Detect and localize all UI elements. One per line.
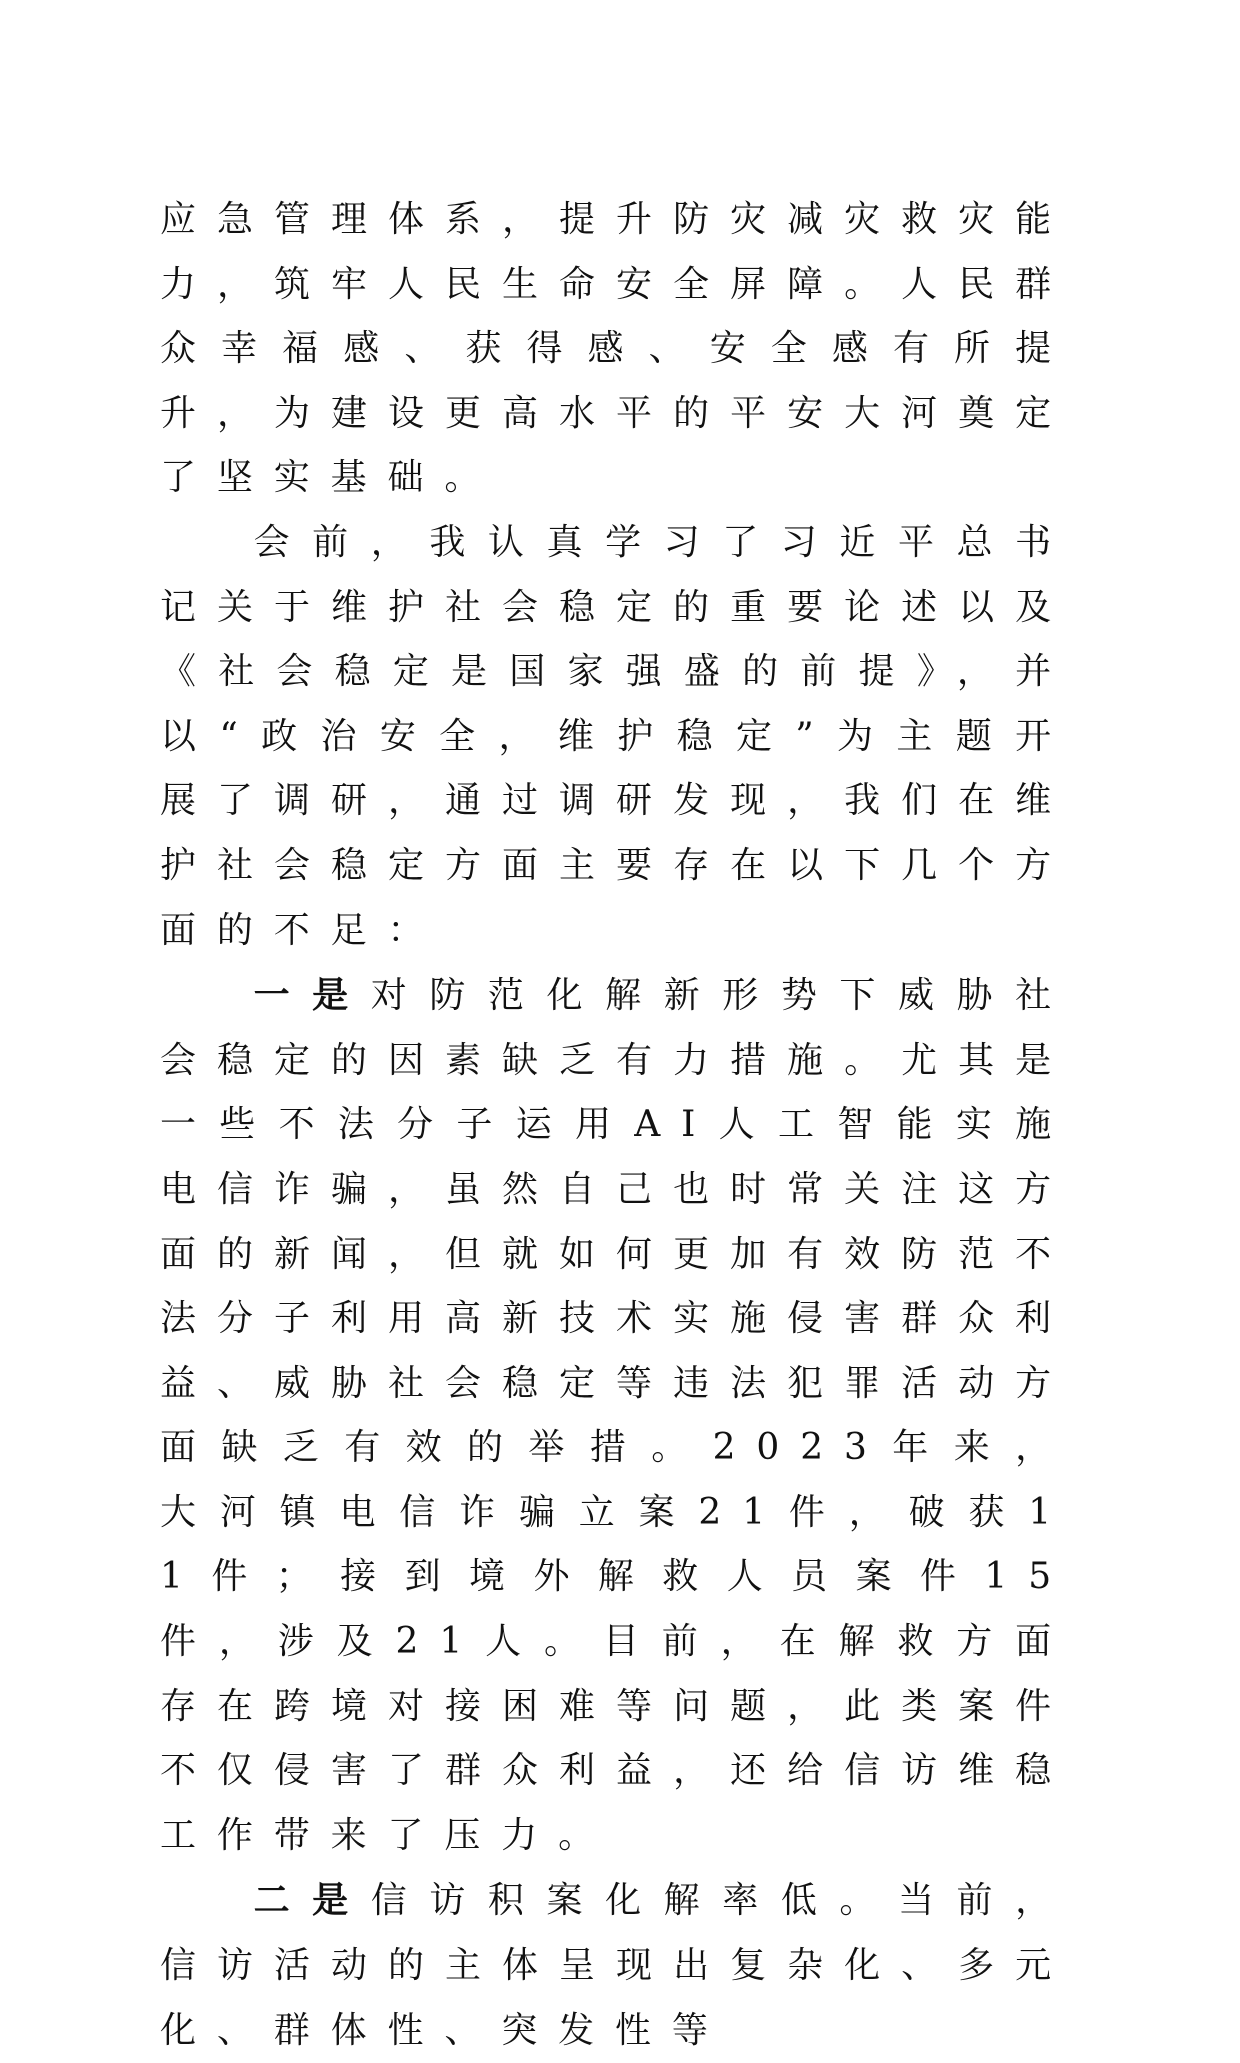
paragraph-point-two: [160, 1868, 1072, 2063]
paragraph-text: 会前，我认真学习了习近平总书记关于维护社会稳定的重要论述以及《社会稳定是国家强盛的前提》，并以“政治安全，维护稳定”为主题开展了调研，通过调研发现，我们在维护社会稳定方面主要存在以下几个方面的不足：: [160, 521, 1072, 951]
paragraph-text: 对防范化解新形势下威胁社会稳定的因素缺乏有力措施。尤其是一些不法分子运用AI人工智能实施电信诈骗，虽然自己也时常关注这方面的新闻，但就如何更加有效防范不法分子利用高新技术实施侵害群众利益、威胁社会稳定等违法犯罪活动方面缺乏有效的举措。2023年来，大河镇电信诈骗立案21件，破获11件；接到境外解救人员案件15件，涉及21人。目前，在解救方面存在跨境对接困难等问题，此类案件不仅侵害了群众利益，还给信访维稳工作带来了压力。: [160, 975, 1073, 1856]
paragraph-text: 信访积案化解率低。当前，信访活动的主体呈现出复杂化、多元化、群体性、突发性等: [160, 1880, 1073, 2051]
paragraph-point-one: [160, 963, 1072, 1868]
paragraph-lead-bold: 二是: [253, 1879, 371, 1922]
document-body: [160, 188, 1072, 2063]
paragraph-lead-bold: 一是: [253, 974, 371, 1017]
paragraph-continuation: [160, 188, 1072, 511]
paragraph-text: 应急管理体系，提升防灾减灾救灾能力，筑牢人民生命安全屏障。人民群众幸福感、获得感、安全感有所提升，为建设更高水平的平安大河奠定了坚实基础。: [160, 199, 1072, 499]
paragraph-pre-meeting-study: [160, 511, 1072, 963]
